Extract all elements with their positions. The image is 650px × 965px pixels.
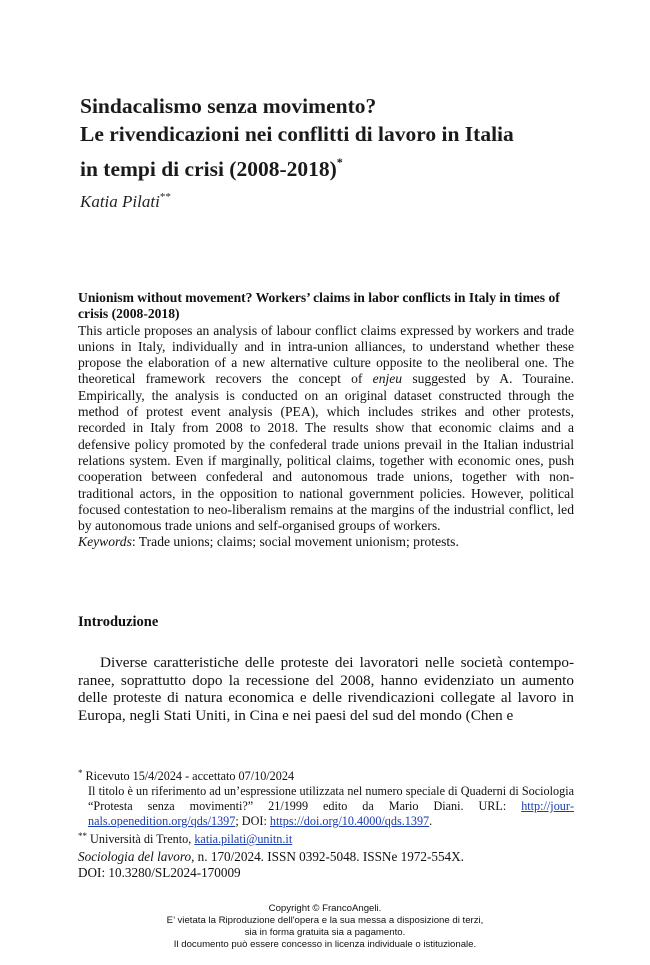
- footnote-2-text: Università di Trento,: [87, 832, 195, 846]
- doi-link[interactable]: https://doi.org/10.4000/qds.1397: [269, 814, 430, 828]
- journal-details: , n. 170/2024. ISSN 0392-5048. ISSNe 1972-554X.: [191, 849, 464, 864]
- author-footnote-marker[interactable]: **: [159, 191, 171, 203]
- section-heading: Introduzione: [78, 614, 159, 630]
- keywords-text: : Trade unions; claims; social movement unionism; protests.: [131, 534, 459, 550]
- footnote-1-note: [78, 784, 574, 829]
- title-line-1: Sindacalismo senza movimento?: [80, 94, 377, 118]
- intro-paragraph: Diverse caratteristiche delle proteste dei lavoratori nelle società contemporanee, soprattutto dopo la recessione del 2008, hanno evidenziato un aumento delle proteste di natura economica e delle rivendicazioni collegate al lavoro in Europa, negli Stati Uniti, in Cina e nei paesi del sud del mondo (Chen e: [78, 654, 574, 724]
- abstract-body-rest: suggested by A. Touraine. Empirically, the analysis is conducted on an original dataset constructed through the method of protest event analysis (PEA), which includes strikes and other protests, recorded in Italy from 2008 to 2018. The results show that economic claims and a defensive policy promoted by the confederal trade unions prevail in the Italian industrial relations system. Even if marginally, political claims, together with economic ones, push cooperation between confederal and autonomous trade unions, together with non-traditional actors, in the opposition to national government policies. However, political focused contestation to neo-liberalism remains at the margins of the industrial conflict, led by autonomous trade unions and self-organised groups of workers.: [78, 371, 574, 534]
- abstract-body: [78, 323, 574, 535]
- footnote-1-note-text: Il titolo è un riferimento ad un’espressione utilizzata nel numero speciale di Quaderni di Sociologia “Protesta senza movimenti?” 21/1999 edito da Mario Diani. URL:: [88, 784, 574, 813]
- footnotes: [78, 766, 574, 847]
- author-name: [80, 191, 171, 212]
- footnote-1-end: .: [429, 814, 433, 828]
- author-email-link[interactable]: katia.pilati@unitn.it: [194, 832, 293, 846]
- copyright-line-1: Copyright © FrancoAngeli.: [268, 903, 382, 914]
- journal-name: Sociologia del lavoro: [78, 849, 192, 864]
- article-title: [80, 92, 600, 183]
- copyright-line-2: E’ vietata la Riproduzione dell'opera e la sua messa a disposizione di terzi,: [166, 915, 484, 926]
- abstract-italic-term: enjeu: [372, 371, 403, 387]
- footnote-1-marker: *: [78, 768, 83, 778]
- footnote-1: [78, 766, 574, 784]
- footnote-1-text: Ricevuto 15/4/2024 - accettato 07/10/2024: [82, 769, 295, 783]
- abstract-title: Unionism without movement? Workers’ claims in labor conflicts in Italy in times of crisis (2008-2018): [78, 290, 560, 322]
- title-line-2: Le rivendicazioni nei conflitti di lavoro in Italia: [80, 122, 514, 146]
- keywords: [78, 534, 574, 550]
- footnote-1-doi-label: ; DOI:: [235, 814, 270, 828]
- abstract: [78, 290, 574, 551]
- journal-line: [78, 849, 588, 865]
- abstract-body-text: This article proposes an analysis of labour conflict claims expressed by workers and trade unions in Italy, individually and in intra-union alliances, to understand whether these propose the elaboration of a new alternative culture opposite to the neoliberal one. The theoretical framework recovers the concept of: [78, 322, 574, 387]
- journal-info: [78, 849, 588, 881]
- footnote-2: [78, 829, 574, 847]
- footnote-2-marker: **: [78, 831, 87, 841]
- author-name-text: Katia Pilati: [80, 192, 160, 211]
- copyright-line-4: Il documento può essere concesso in licenza individuale o istituzionale.: [173, 939, 477, 950]
- journal-doi: DOI: 10.3280/SL2024-170009: [78, 865, 241, 880]
- title-line-3: [80, 148, 600, 183]
- copyright-line-3: sia in forma gratuita sia a pagamento.: [244, 927, 406, 938]
- openedition-link[interactable]: http://journals.openedition.org/qds/1397: [88, 799, 574, 828]
- title-footnote-marker[interactable]: *: [336, 155, 343, 169]
- copyright-notice: [0, 903, 650, 951]
- title-line-3-text: in tempi di crisi (2008-2018): [80, 157, 337, 181]
- keywords-label: Keywords: [78, 534, 132, 550]
